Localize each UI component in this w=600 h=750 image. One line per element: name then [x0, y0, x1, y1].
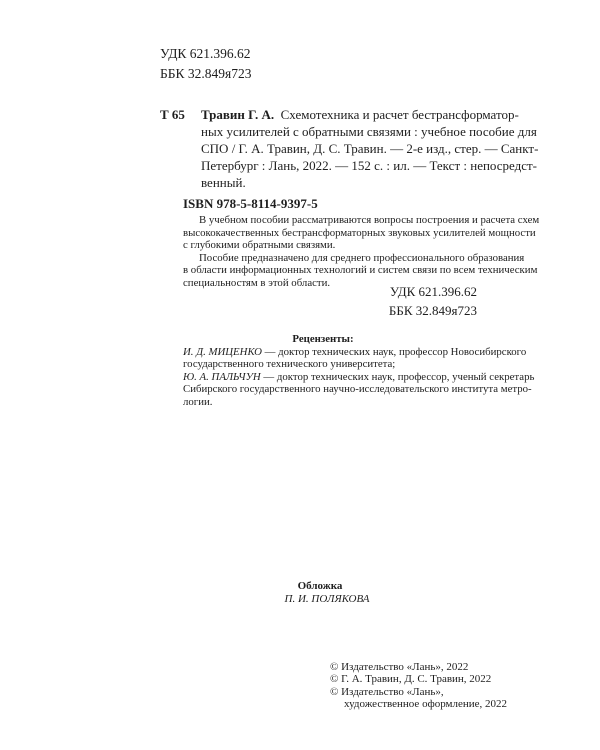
annotation-line: Пособие предназначено для среднего профессионального образования [199, 251, 525, 264]
reviewer-line: И. Д. МИЦЕНКО — доктор технических наук, профессор Новосибирского [183, 345, 527, 358]
cover-label: Обложка [297, 580, 343, 592]
entry-line: ных усилителей с обратными связями : учебное пособие для [201, 124, 537, 139]
reviewer-line: Сибирского государственного научно-исследовательского института метро- [183, 383, 532, 395]
reviewer-line: Ю. А. ПАЛЬЧУН — доктор технических наук, профессор, ученый секретарь [183, 370, 535, 383]
reviewer-line: государственного технического университета; [183, 358, 396, 370]
entry-line: венный. [201, 175, 246, 190]
copyright-line: © Издательство «Лань», 2022 [330, 661, 469, 673]
bbk-code: ББК 32.849я723 [388, 303, 477, 318]
entry-line: Петербург : Лань, 2022. — 152 с. : ил. — Текст : непосредст- [201, 158, 538, 173]
cover-artist: П. И. ПОЛЯКОВА [284, 592, 370, 605]
annotation-line: в области информационных технологий и систем связи по всем техническим [183, 264, 538, 277]
reviewers-heading: Рецензенты: [292, 333, 354, 345]
entry-line: СПО / Г. А. Травин, Д. С. Травин. — 2-е изд., стер. — Санкт- [201, 141, 539, 156]
udk-bbk-top [160, 44, 251, 84]
annotation-line: специальностям в этой области. [183, 276, 331, 289]
isbn: ISBN 978-5-8114-9397-5 [183, 196, 318, 211]
entry-author: Травин Г. А. [201, 107, 275, 122]
cover-credit [160, 580, 480, 605]
bbk-code: ББК 32.849я723 [160, 66, 252, 81]
reviewers [183, 333, 535, 408]
reviewer-name: И. Д. МИЦЕНКО [183, 345, 262, 358]
copyright-line: © Издательство «Лань», [330, 685, 444, 698]
reviewer-name: Ю. А. ПАЛЬЧУН [183, 370, 261, 383]
annotation [183, 214, 540, 290]
annotation-line: с глубокими обратными связями. [183, 239, 336, 252]
reviewer-line: логии. [183, 395, 213, 408]
annotation-line: В учебном пособии рассматриваются вопросы построения и расчета схем [199, 214, 540, 226]
annotation-line: высококачественных бестрансформаторных звуковых усилителей мощности [183, 226, 536, 239]
udk-code: УДК 621.396.62 [160, 46, 251, 61]
bibliographic-entry [201, 106, 539, 191]
udk-bbk-right [183, 282, 477, 320]
udk-code: УДК 621.396.62 [389, 284, 477, 299]
copyright-line: © Г. А. Травин, Д. С. Травин, 2022 [330, 673, 492, 686]
copyright [330, 661, 507, 710]
copyright-line: художественное оформление, 2022 [344, 697, 508, 710]
entry-line: Травин Г. А. Схемотехника и расчет бестрансформатор- [201, 107, 519, 122]
author-sign: Т 65 [160, 107, 185, 122]
